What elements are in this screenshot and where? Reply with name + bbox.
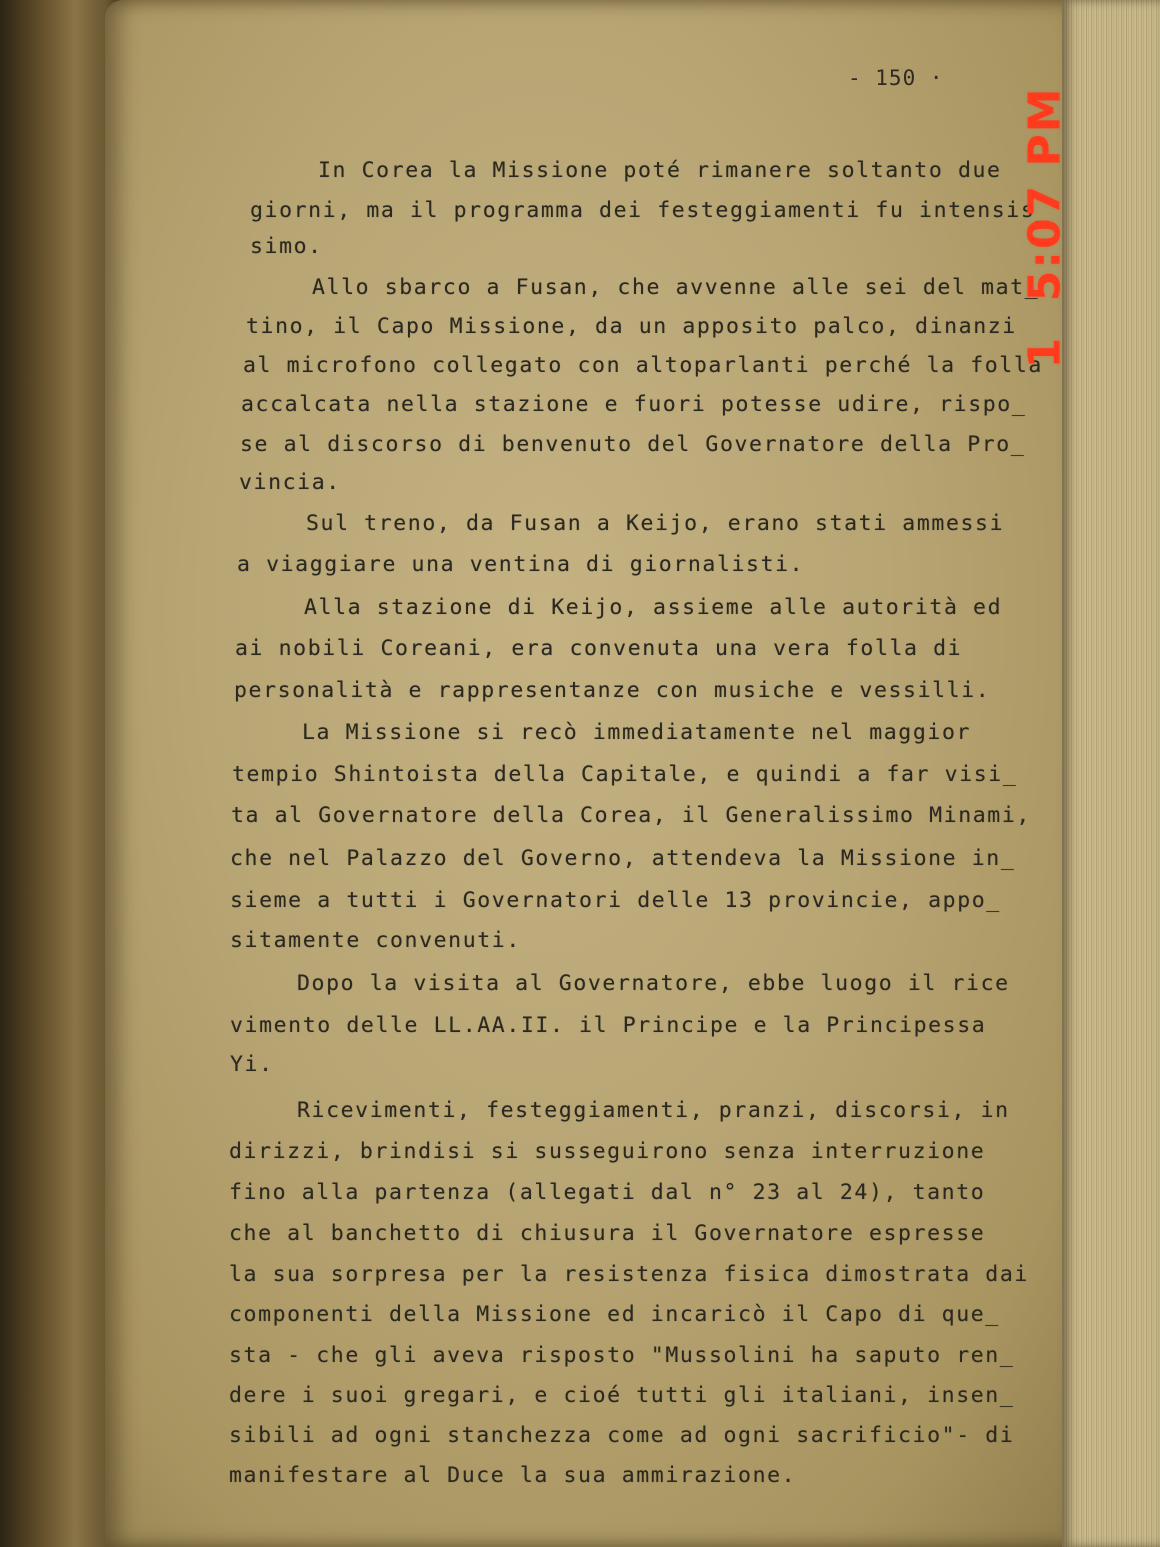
text-line-10: Sul treno, da Fusan a Keijo, erano stati ammessi [306,511,1005,536]
text-line-9: vincia. [239,470,341,495]
text-line-13: ai nobili Coreani, era convenuta una vera folla di [235,636,963,661]
text-line-3: simo. [250,234,323,259]
text-line-15: La Missione si recò immediatamente nel maggior [302,720,972,745]
text-line-18: che nel Palazzo del Governo, attendeva la Missione in_ [230,846,1016,871]
text-line-4: Allo sbarco a Fusan, che avvenne alle sei del mat_ [312,275,1040,300]
text-line-30: sta - che gli aveva risposto "Mussolini ha saputo ren_ [229,1343,1015,1368]
text-line-26: fino alla partenza (allegati dal n° 23 al 24), tanto [229,1180,986,1205]
text-line-22: vimento delle LL.AA.II. il Principe e la Principessa [230,1013,987,1038]
text-line-6: al microfono collegato con altoparlanti perché la folla [243,353,1043,378]
text-line-23: Yi. [230,1052,274,1077]
text-line-33: manifestare al Duce la sua ammirazione. [229,1463,797,1488]
text-line-28: la sua sorpresa per la resistenza fisica dimostrata dai [229,1262,1029,1287]
text-line-32: sibili ad ogni stanchezza come ad ogni sacrificio"- di [229,1423,1015,1448]
text-line-1: In Corea la Missione poté rimanere soltanto due [318,158,1002,183]
text-line-12: Alla stazione di Keijo, assieme alle autorità ed [304,595,1003,620]
text-line-25: dirizzi, brindisi si susseguirono senza interruzione [229,1139,986,1164]
text-line-16: tempio Shintoista della Capitale, e quindi a far visi_ [232,762,1018,787]
text-line-7: accalcata nella stazione e fuori potesse udire, rispo_ [241,392,1027,417]
text-line-21: Dopo la visita al Governatore, ebbe luogo il rice [297,971,1010,996]
text-line-29: componenti della Missione ed incaricò il Capo di que_ [229,1302,1000,1327]
text-line-8: se al discorso di benvenuto del Governatore della Pro_ [240,432,1026,457]
text-line-11: a viaggiare una ventina di giornalisti. [237,552,805,577]
text-line-17: ta al Governatore della Corea, il Generalissimo Minami, [231,803,1031,828]
text-line-24: Ricevimenti, festeggiamenti, pranzi, discorsi, in [297,1098,1010,1123]
camera-timestamp-text: 1 5:07 PM [1019,85,1071,369]
text-line-19: sieme a tutti i Governatori delle 13 provincie, appo_ [230,888,1001,913]
page-number: - 150 · [848,66,944,90]
camera-timestamp [1005,85,1085,369]
text-line-27: che al banchetto di chiusura il Governatore espresse [229,1221,986,1246]
text-line-5: tino, il Capo Missione, da un apposito palco, dinanzi [246,314,1017,339]
text-line-2: giorni, ma il programma dei festeggiamenti fu intensis_ [250,198,1050,223]
text-line-20: sitamente convenuti. [230,928,521,953]
text-line-14: personalità e rappresentanze con musiche e vessilli. [234,678,991,703]
text-line-31: dere i suoi gregari, e cioé tutti gli italiani, insen_ [229,1383,1015,1408]
